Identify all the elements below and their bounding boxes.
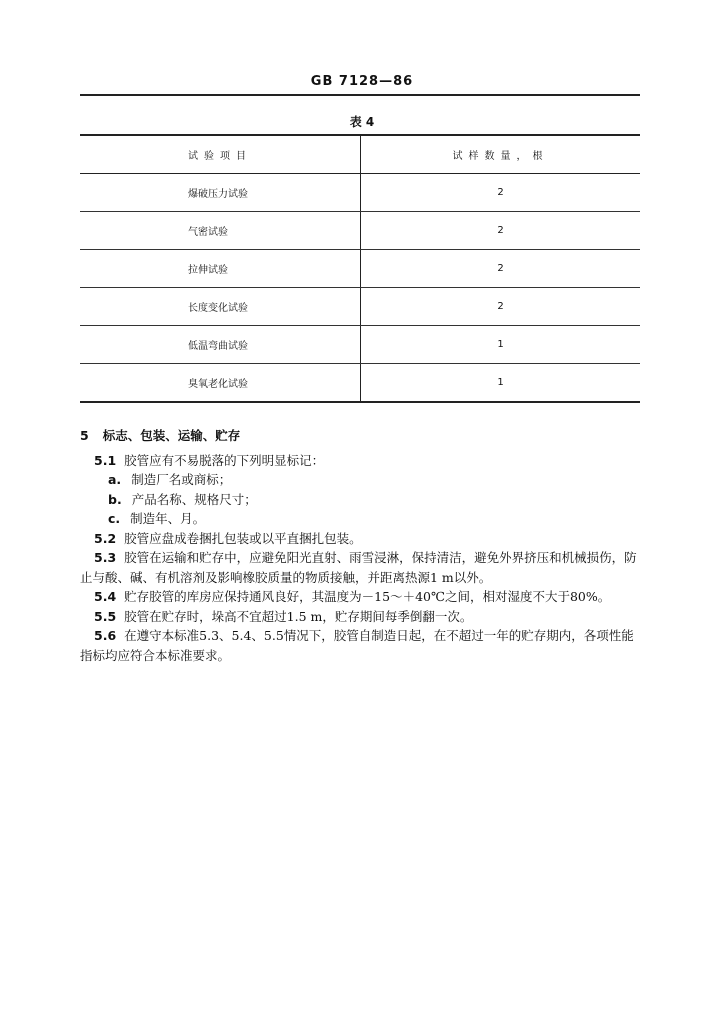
table-row [80, 288, 640, 326]
sample-count-cell: 1 [361, 364, 641, 403]
list-item-marker: b. [108, 491, 122, 507]
table-row [80, 212, 640, 250]
clause-number: 5.5 [94, 608, 117, 624]
sample-count-cell: 2 [361, 250, 641, 288]
column-header-sample-count: 试样数量，根 [361, 135, 641, 174]
clause-number: 5.3 [94, 550, 117, 565]
test-item-cell: 拉伸试验 [80, 250, 361, 288]
test-item-cell: 低温弯曲试验 [80, 326, 361, 364]
header-rule [80, 94, 640, 96]
clause-text: 胶管在运输和贮存中，应避免阳光直射、雨雪浸淋，保持清洁，避免外界挤压和机械损伤，防止与酸、碱、有机溶剂及影响橡胶质量的物质接触，并距离热源1 m以外。 [80, 550, 637, 585]
clause-5-5 [80, 607, 645, 627]
test-item-cell: 爆破压力试验 [80, 174, 361, 212]
sample-count-cell: 2 [361, 288, 641, 326]
clause-5-1 [80, 451, 645, 471]
clause-number: 5.4 [94, 589, 117, 604]
list-item [80, 509, 645, 529]
clause-text: 在遵守本标准5.3、5.4、5.5情况下，胶管自制造日起，在不超过一年的贮存期内，各项性能指标均应符合本标准要求。 [80, 628, 634, 663]
list-item-text: 产品名称、规格尺寸； [131, 491, 257, 507]
clause-5-2 [80, 529, 645, 549]
clause-text: 胶管应有不易脱落的下列明显标记： [124, 452, 325, 468]
clause-text: 胶管在贮存时，垛高不宜超过1.5 m，贮存期间每季倒翻一次。 [124, 608, 473, 624]
list-item-marker: c. [108, 511, 121, 526]
test-sample-table [80, 134, 640, 403]
list-item [80, 470, 645, 490]
table-header-row [80, 135, 640, 174]
clause-text: 胶管应盘成卷捆扎包装或以平直捆扎包装。 [124, 530, 362, 546]
standard-code-header: GB 7128—86 [310, 74, 414, 89]
sample-count-cell: 1 [361, 326, 641, 364]
test-item-cell: 长度变化试验 [80, 288, 361, 326]
test-item-cell: 气密试验 [80, 212, 361, 250]
sample-count-cell: 2 [361, 174, 641, 212]
table-row [80, 364, 640, 403]
section-number: 5 [80, 428, 89, 443]
table-row [80, 250, 640, 288]
clause-number: 5.1 [94, 452, 117, 468]
list-item [80, 490, 645, 510]
section-title: 标志、包装、运输、贮存 [102, 428, 241, 443]
table-row [80, 174, 640, 212]
clause-5-6 [80, 626, 645, 665]
list-item-marker: a. [108, 472, 122, 487]
column-header-test-item: 试验项目 [80, 135, 361, 174]
clause-5-3 [80, 548, 645, 587]
clause-number: 5.6 [94, 628, 117, 643]
table-row [80, 326, 640, 364]
section-heading [80, 426, 645, 446]
clause-text: 贮存胶管的库房应保持通风良好，其温度为－15～＋40℃之间，相对湿度不大于80%。 [124, 589, 611, 604]
sample-count-cell: 2 [361, 212, 641, 250]
test-item-cell: 臭氧老化试验 [80, 364, 361, 403]
clause-5-4 [80, 587, 645, 607]
table-title: 表 4 [349, 115, 375, 129]
clause-number: 5.2 [94, 530, 117, 546]
list-item-text: 制造年、月。 [130, 511, 206, 526]
section-5-content [80, 426, 645, 665]
list-item-text: 制造厂名或商标； [131, 472, 232, 487]
